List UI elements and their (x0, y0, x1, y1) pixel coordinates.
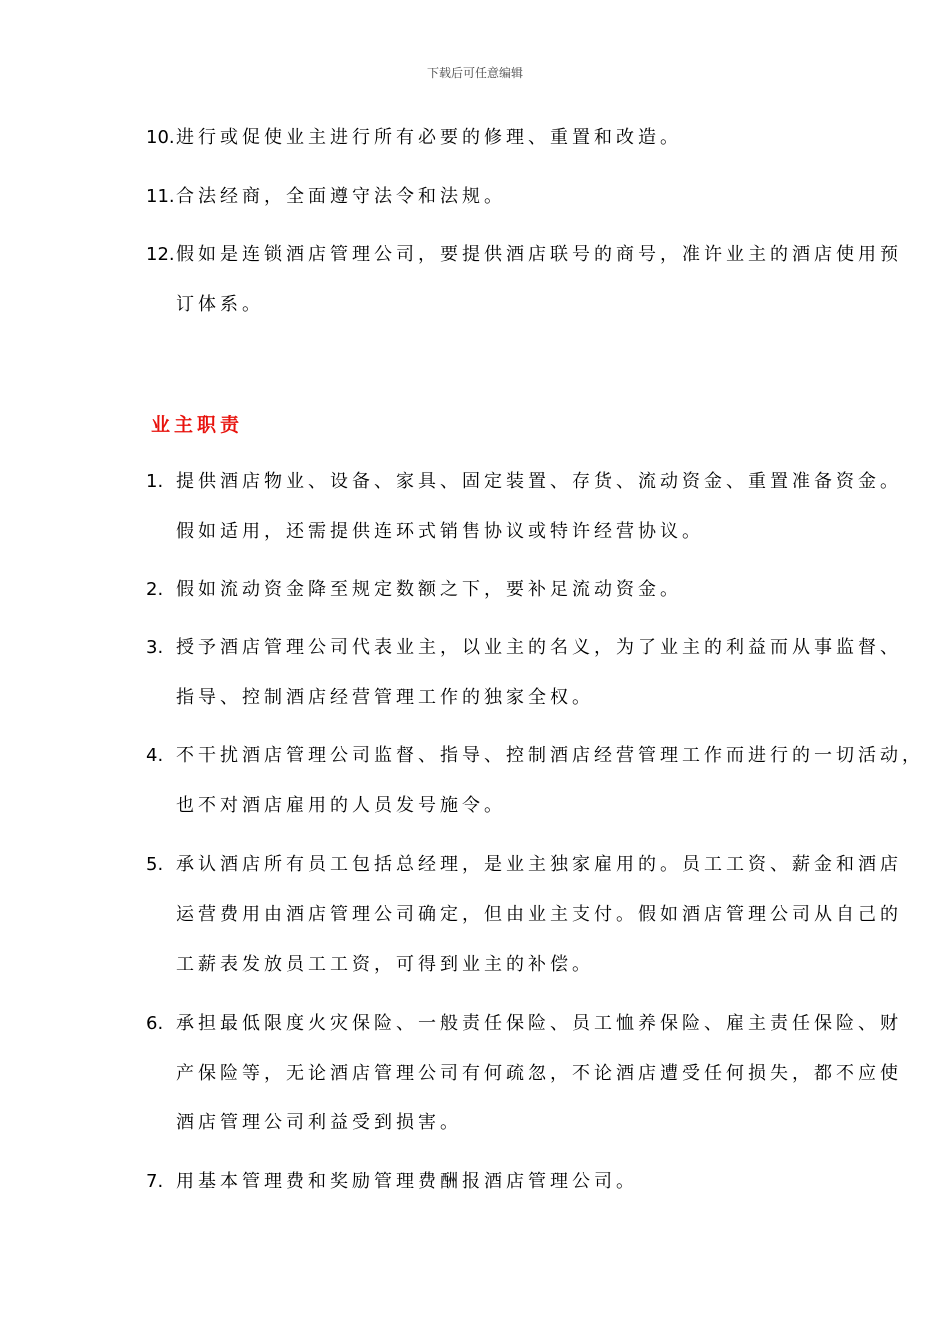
item-text-continuation: 假如适用，还需提供连环式销售协议或特许经营协议。 (176, 521, 704, 542)
item-text: 假如是连锁酒店管理公司，要提供酒店联号的商号，准许业主的酒店使用预 (176, 244, 902, 265)
list-item-1 (146, 470, 902, 494)
item-number: 1. (146, 471, 164, 492)
item-text-continuation: 运营费用由酒店管理公司确定，但由业主支付。假如酒店管理公司从自己的 (176, 904, 902, 925)
list-item-7 (146, 1170, 638, 1194)
page-header: 下载后可任意编辑 (426, 66, 523, 80)
item-text: 提供酒店物业、设备、家具、固定装置、存货、流动资金、重置准备资金。 (176, 471, 902, 492)
item-text: 合法经商，全面遵守法令和法规。 (176, 186, 506, 207)
list-item-3 (146, 636, 902, 660)
item-number: 4. (146, 745, 164, 766)
item-text-continuation: 酒店管理公司利益受到损害。 (176, 1112, 462, 1133)
item-number: 7. (146, 1171, 164, 1192)
item-text: 不干扰酒店管理公司监督、指导、控制酒店经营管理工作而进行的一切活动， (176, 745, 924, 766)
item-number: 12. (146, 244, 175, 265)
item-text-continuation: 订体系。 (176, 294, 264, 315)
item-text-continuation: 也不对酒店雇用的人员发号施令。 (176, 795, 506, 816)
item-number: 10. (146, 127, 175, 148)
list-item-11 (146, 185, 506, 209)
list-item-12 (146, 243, 902, 267)
list-item-10 (146, 126, 682, 150)
item-text: 授予酒店管理公司代表业主，以业主的名义，为了业主的利益而从事监督、 (176, 637, 902, 658)
list-item-5 (146, 853, 902, 877)
list-item-4 (146, 744, 924, 768)
list-item-6 (146, 1012, 902, 1036)
item-number: 11. (146, 186, 175, 207)
list-item-2 (146, 578, 682, 602)
item-text: 假如流动资金降至规定数额之下，要补足流动资金。 (176, 579, 682, 600)
item-text-continuation: 指导、控制酒店经营管理工作的独家全权。 (176, 687, 594, 708)
item-text: 进行或促使业主进行所有必要的修理、重置和改造。 (176, 127, 682, 148)
item-text: 承担最低限度火灾保险、一般责任保险、员工恤养保险、雇主责任保险、财 (176, 1013, 902, 1034)
item-text: 承认酒店所有员工包括总经理，是业主独家雇用的。员工工资、薪金和酒店 (176, 854, 902, 875)
item-number: 2. (146, 579, 164, 600)
item-text-continuation: 产保险等，无论酒店管理公司有何疏忽，不论酒店遭受任何损失，都不应使 (176, 1063, 902, 1084)
item-number: 3. (146, 637, 164, 658)
item-number: 5. (146, 854, 164, 875)
section-title: 业主职责 (151, 414, 244, 436)
item-text-continuation: 工薪表发放员工工资，可得到业主的补偿。 (176, 954, 594, 975)
item-number: 6. (146, 1013, 164, 1034)
item-text: 用基本管理费和奖励管理费酬报酒店管理公司。 (176, 1171, 638, 1192)
